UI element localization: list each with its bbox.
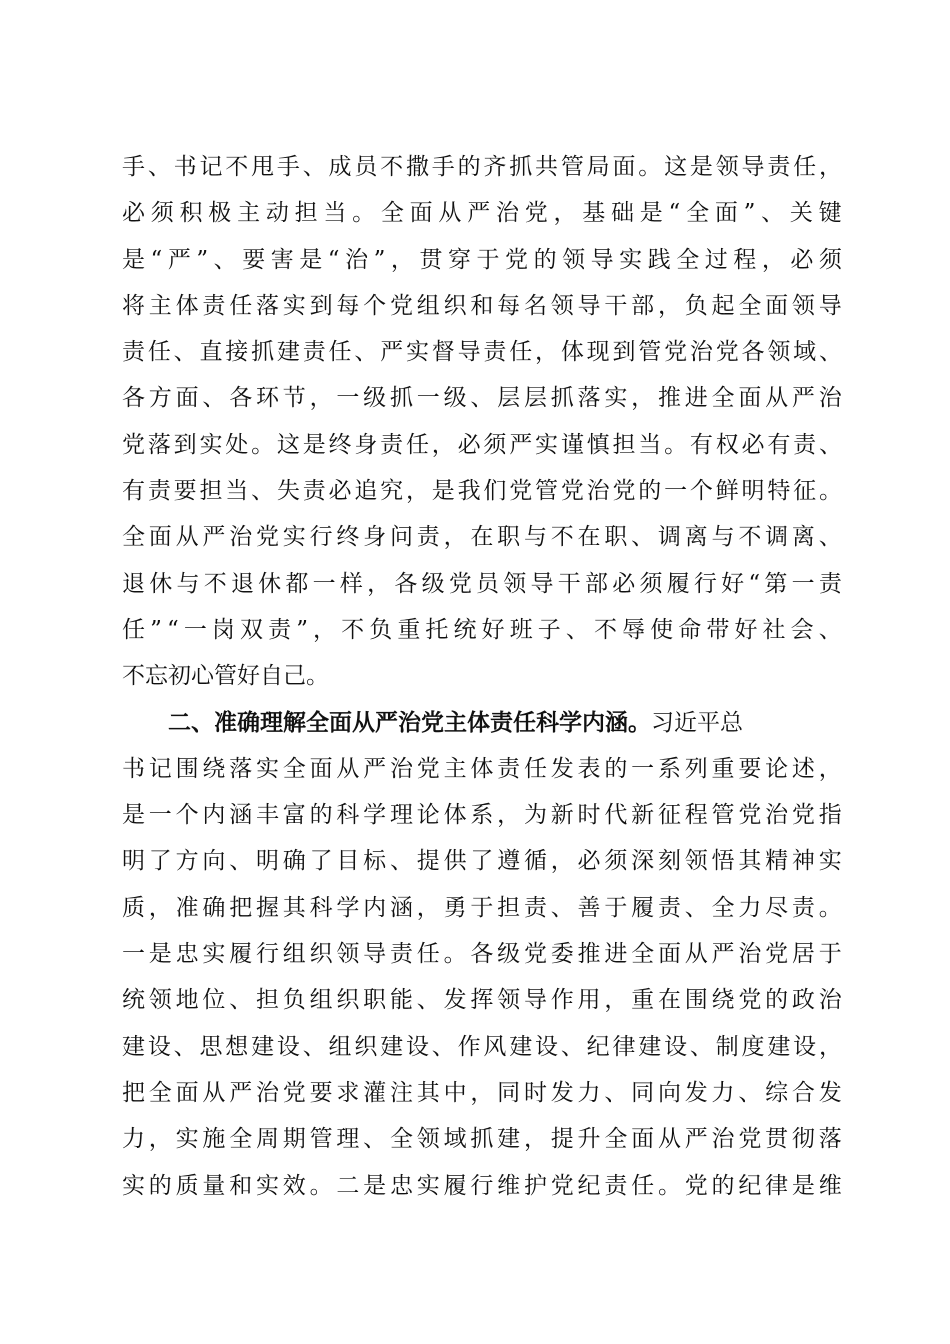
text-line: 质 ， 准 确 把 握 其 科 学 内 涵 ， 勇 于 担 责 、 善 于 履 责 、 全 力 尽 责 。 <box>122 894 842 921</box>
text-line: 将 主 体 责 任 落 实 到 每 个 党 组 织 和 每 名 领 导 干 部 ， 负 起 全 面 领 导 <box>122 292 842 319</box>
text-line: 把 全 面 从 严 治 党 要 求 灌 注 其 中 ， 同 时 发 力 、 同 向 发 力 、 综 合 发 <box>122 1079 842 1106</box>
text-line: 退 休 与 不 退 休 都 一 样 ， 各 级 党 员 领 导 干 部 必 须 履 行 好 “ 第 一 责 <box>122 570 842 597</box>
text-line: 明 了 方 向 、 明 确 了 目 标 、 提 供 了 遵 循 ， 必 须 深 刻 领 悟 其 精 神 实 <box>122 848 842 875</box>
text-line: 力 ， 实 施 全 周 期 管 理 、 全 领 域 抓 建 ， 提 升 全 面 从 严 治 党 贯 彻 落 <box>122 1126 842 1153</box>
section-heading: 二、准确理解全面从严治党主体责任科学内涵。 <box>168 709 651 736</box>
text-line: 实 的 质 量 和 实 效 。 二 是 忠 实 履 行 维 护 党 纪 责 任 。 党 的 纪 律 是 维 <box>122 1172 842 1199</box>
text-line: 建 设 、 思 想 建 设 、 组 织 建 设 、 作 风 建 设 、 纪 律 建 设 、 制 度 建 设 ， <box>122 1033 842 1060</box>
heading-line-rest: 习近平总 <box>651 709 743 736</box>
text-line: 统 领 地 位 、 担 负 组 织 职 能 、 发 挥 领 导 作 用 ， 重 在 围 绕 党 的 政 治 <box>122 987 842 1014</box>
text-line: 是 “ 严 ” 、 要 害 是 “ 治 ” ， 贯 穿 于 党 的 领 导 实 践 全 过 程 ， 必 须 <box>122 246 842 273</box>
text-line: 手 、 书 记 不 甩 手 、 成 员 不 撒 手 的 齐 抓 共 管 局 面 。 这 是 领 导 责 任 ， <box>122 154 842 180</box>
text-line: 党 落 到 实 处 。 这 是 终 身 责 任 ， 必 须 严 实 谨 慎 担 当 。 有 权 必 有 责 、 <box>122 431 842 458</box>
text-line: 任 ” “ 一 岗 双 责 ” ， 不 负 重 托 统 好 班 子 、 不 辱 使 命 带 好 社 会 、 <box>122 616 842 643</box>
text-line: 全 面 从 严 治 党 实 行 终 身 问 责 ， 在 职 与 不 在 职 、 调 离 与 不 调 离 、 <box>122 524 842 551</box>
document-body <box>122 144 842 1209</box>
paragraph-responsibility <box>122 144 842 700</box>
text-line: 有 责 要 担 当 、 失 责 必 追 究 ， 是 我 们 党 管 党 治 党 的 一 个 鲜 明 特 征 。 <box>122 478 842 505</box>
text-line: 责 任 、 直 接 抓 建 责 任 、 严 实 督 导 责 任 ， 体 现 到 管 党 治 党 各 领 域 、 <box>122 339 842 366</box>
text-line: 必 须 积 极 主 动 担 当 。 全 面 从 严 治 党 ， 基 础 是 “ 全 面 ” 、 关 键 <box>122 200 842 227</box>
paragraph-scientific-connotation <box>122 700 842 1209</box>
heading-line <box>122 700 842 746</box>
text-line: 是 一 个 内 涵 丰 富 的 科 学 理 论 体 系 ， 为 新 时 代 新 征 程 管 党 治 党 指 <box>122 802 842 829</box>
text-line: 书 记 围 绕 落 实 全 面 从 严 治 党 主 体 责 任 发 表 的 一 系 列 重 要 论 述 ， <box>122 755 842 782</box>
text-line-last: 不忘初心管好自己。 <box>122 663 329 690</box>
text-line: 一 是 忠 实 履 行 组 织 领 导 责 任 。 各 级 党 委 推 进 全 面 从 严 治 党 居 于 <box>122 941 842 968</box>
text-line: 各 方 面 、 各 环 节 ， 一 级 抓 一 级 、 层 层 抓 落 实 ， 推 进 全 面 从 严 治 <box>122 385 842 412</box>
